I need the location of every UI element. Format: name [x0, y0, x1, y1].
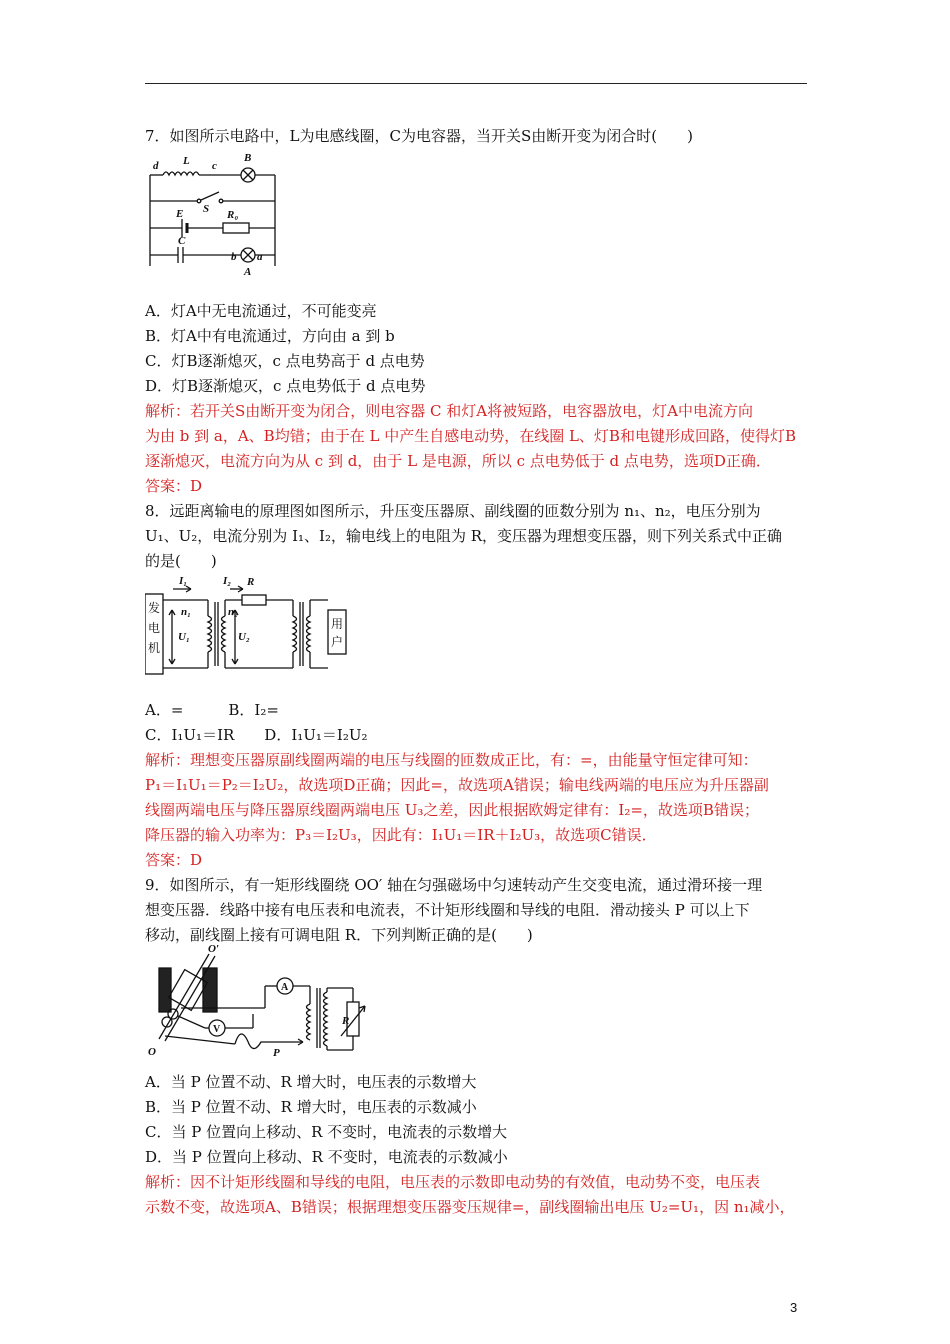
q9-stem-line: 移动，副线圈上接有可调电阻 R．下列判断正确的是( )	[145, 926, 533, 944]
q7-analysis-line: 逐渐熄灭，电流方向为从 c 到 d，由于 L 是电源，所以 c 点电势低于 d 点电势，选项D正确．	[145, 452, 771, 470]
label-gen: 电	[148, 621, 161, 635]
label-E: E	[176, 208, 184, 220]
q7-option-c: C．灯B逐渐熄灭，c 点电势高于 d 点电势	[145, 352, 425, 370]
label-I2: I₂	[223, 575, 232, 587]
q8-stem-line: 8．远距离输电的原理图如图所示，升压变压器原、副线圈的匝数分别为 n₁、n₂，电压分别为	[145, 502, 761, 520]
q9-option-a: A．当 P 位置不动、R 增大时，电压表的示数增大	[145, 1073, 477, 1091]
label-L: L	[183, 155, 190, 167]
label-P: P	[273, 1047, 280, 1059]
label-O: O	[148, 1046, 156, 1058]
label-n2: n₂	[228, 606, 238, 618]
q7-option-d: D．灯B逐渐熄灭，c 点电势低于 d 点电势	[145, 377, 426, 395]
q8-analysis-line: 降压器的输入功率为：P₃＝I₂U₃，因此有：I₁U₁＝IR＋I₂U₃，故选项C错误．	[145, 826, 657, 844]
q9-analysis-line: 示数不变，故选项A、B错误；根据理想变压器变压规律=，副线圈输出电压 U₂=U₁，因 n₁减小，	[145, 1198, 795, 1216]
q9-option-b: B．当 P 位置不动、R 增大时，电压表的示数减小	[145, 1098, 477, 1116]
q7-stem: 7．如图所示电路中，L为电感线圈，C为电容器，当开关S由断开变为闭合时( )	[145, 127, 693, 145]
page-number: 3	[790, 1300, 798, 1315]
q9-option-d: D．当 P 位置向上移动、R 不变时，电流表的示数减小	[145, 1148, 508, 1166]
label-user: 户	[331, 635, 344, 649]
label-R: R	[247, 576, 255, 588]
label-S: S	[203, 203, 210, 215]
q8-stem-line: 的是( )	[145, 552, 217, 570]
q9-stem-line: 想变压器．线路中接有电压表和电流表，不计矩形线圈和导线的电阻．滑动接头 P 可以上下	[145, 901, 750, 919]
q8-options-cd: C．I₁U₁＝IR D．I₁U₁＝I₂U₂	[145, 726, 368, 744]
q8-transmission-figure	[145, 572, 370, 684]
q8-analysis-line: 解析：理想变压器原副线圈两端的电压与线圈的匝数成正比，有：=，由能量守恒定律可知：	[145, 751, 758, 769]
q7-answer: 答案：D	[145, 477, 203, 495]
ammeter-icon: A	[281, 982, 289, 993]
label-R0: R₀	[227, 209, 239, 221]
label-O-prime: O′	[208, 944, 220, 955]
voltmeter-icon: V	[213, 1024, 221, 1035]
q7-option-a: A．灯A中无电流通过，不可能变亮	[145, 302, 377, 320]
label-c: c	[212, 160, 217, 172]
q7-circuit-figure	[145, 148, 295, 278]
q9-generator-figure	[145, 944, 370, 1059]
label-A: A	[244, 266, 252, 278]
label-gen: 机	[148, 641, 161, 655]
label-b: b	[231, 251, 237, 263]
label-n1: n₁	[181, 606, 191, 618]
q7-analysis-line: 解析：若开关S由断开变为闭合，则电容器 C 和灯A将被短路，电容器放电，灯A中电流方向	[145, 402, 753, 420]
label-user: 用	[331, 617, 344, 631]
header-rule	[145, 83, 807, 84]
label-C: C	[178, 235, 186, 247]
q9-stem-line: 9．如图所示，有一矩形线圈绕 OO′ 轴在匀强磁场中匀速转动产生交变电流，通过滑环接一理	[145, 876, 763, 894]
label-U1: U₁	[178, 631, 190, 643]
q9-analysis-line: 解析：因不计矩形线圈和导线的电阻，电压表的示数即电动势的有效值，电动势不变，电压表	[145, 1173, 761, 1191]
q8-stem-line: U₁、U₂，电流分别为 I₁、I₂，输电线上的电阻为 R，变压器为理想变压器，则下列关系式中正确	[145, 527, 783, 545]
label-B: B	[244, 152, 252, 164]
q8-analysis-line: 线圈两端电压与降压器原线圈两端电压 U₃之差，因此根据欧姆定律有：I₂=，故选项B错误；	[145, 801, 759, 819]
label-a: a	[257, 251, 263, 263]
label-R: R	[342, 1015, 350, 1027]
q9-option-c: C．当 P 位置向上移动、R 不变时，电流表的示数增大	[145, 1123, 508, 1141]
label-d: d	[153, 160, 159, 172]
q7-analysis-line: 为由 b 到 a，A、B均错；由于在 L 中产生自感电动势，在线圈 L、灯B和电键形成回路，使得灯B	[145, 427, 796, 445]
q8-options-ab: A．= B．I₂=	[145, 701, 279, 719]
label-U2: U₂	[238, 631, 250, 643]
label-gen: 发	[148, 601, 161, 615]
q8-analysis-line: P₁＝I₁U₁＝P₂＝I₂U₂，故选项D正确；因此=，故选项A错误；输电线两端的电压应为升压器副	[145, 776, 769, 794]
q8-answer: 答案：D	[145, 851, 203, 869]
label-I1: I₁	[179, 575, 188, 587]
q7-option-b: B．灯A中有电流通过，方向由 a 到 b	[145, 327, 395, 345]
